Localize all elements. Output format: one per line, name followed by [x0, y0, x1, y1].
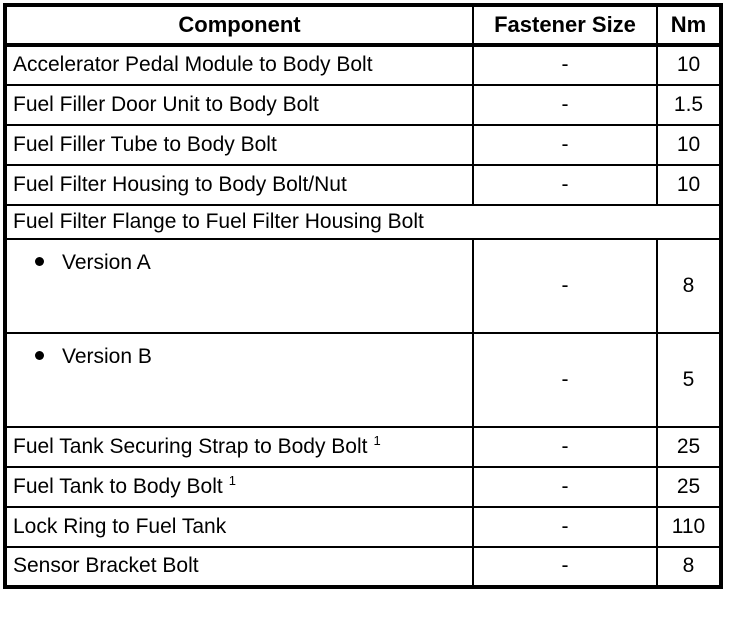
footnote-ref: 1 [373, 433, 381, 449]
section-label-cell: Fuel Filter Flange to Fuel Filter Housing Bolt [5, 205, 721, 239]
component-cell: Lock Ring to Fuel Tank [5, 507, 473, 547]
fastener-size-cell: - [473, 85, 657, 125]
table-row-version-a [5, 239, 721, 333]
component-cell [5, 239, 473, 333]
component-cell: Fuel Filler Door Unit to Body Bolt [5, 85, 473, 125]
nm-cell: 8 [657, 239, 721, 333]
fastener-size-cell: - [473, 427, 657, 467]
bullet-icon [35, 257, 44, 266]
component-cell [5, 333, 473, 427]
table-row [5, 85, 721, 125]
header-row [5, 5, 721, 45]
footnote-ref: 1 [228, 473, 236, 489]
table-row [5, 467, 721, 507]
nm-cell: 110 [657, 507, 721, 547]
fastener-size-cell: - [473, 165, 657, 205]
fastener-size-cell: - [473, 467, 657, 507]
table-row [5, 507, 721, 547]
table-row [5, 45, 721, 85]
component-cell [5, 427, 473, 467]
table-row-version-b [5, 333, 721, 427]
section-header-row [5, 205, 721, 239]
fastener-size-cell: - [473, 239, 657, 333]
nm-cell: 8 [657, 547, 721, 587]
table-row [5, 125, 721, 165]
table-row [5, 547, 721, 587]
table-row [5, 427, 721, 467]
component-label: Version A [62, 251, 151, 274]
fastener-size-cell: - [473, 333, 657, 427]
component-cell: Accelerator Pedal Module to Body Bolt [5, 45, 473, 85]
fastener-size-cell: - [473, 125, 657, 165]
component-cell: Fuel Filter Housing to Body Bolt/Nut [5, 165, 473, 205]
nm-cell: 1.5 [657, 85, 721, 125]
fastener-size-cell: - [473, 507, 657, 547]
component-cell [5, 467, 473, 507]
col-header-nm: Nm [657, 5, 721, 45]
fastener-size-cell: - [473, 45, 657, 85]
component-label: Fuel Tank Securing Strap to Body Bolt [13, 435, 368, 459]
torque-spec-table [3, 3, 723, 589]
component-label: Fuel Tank to Body Bolt [13, 475, 223, 499]
nm-cell: 10 [657, 165, 721, 205]
fastener-size-cell: - [473, 547, 657, 587]
nm-cell: 5 [657, 333, 721, 427]
bullet-icon [35, 351, 44, 360]
nm-cell: 25 [657, 427, 721, 467]
nm-cell: 10 [657, 45, 721, 85]
col-header-component: Component [5, 5, 473, 45]
nm-cell: 10 [657, 125, 721, 165]
component-label: Version B [62, 345, 152, 368]
col-header-fastener-size: Fastener Size [473, 5, 657, 45]
nm-cell: 25 [657, 467, 721, 507]
table-row [5, 165, 721, 205]
component-cell: Fuel Filler Tube to Body Bolt [5, 125, 473, 165]
component-cell: Sensor Bracket Bolt [5, 547, 473, 587]
